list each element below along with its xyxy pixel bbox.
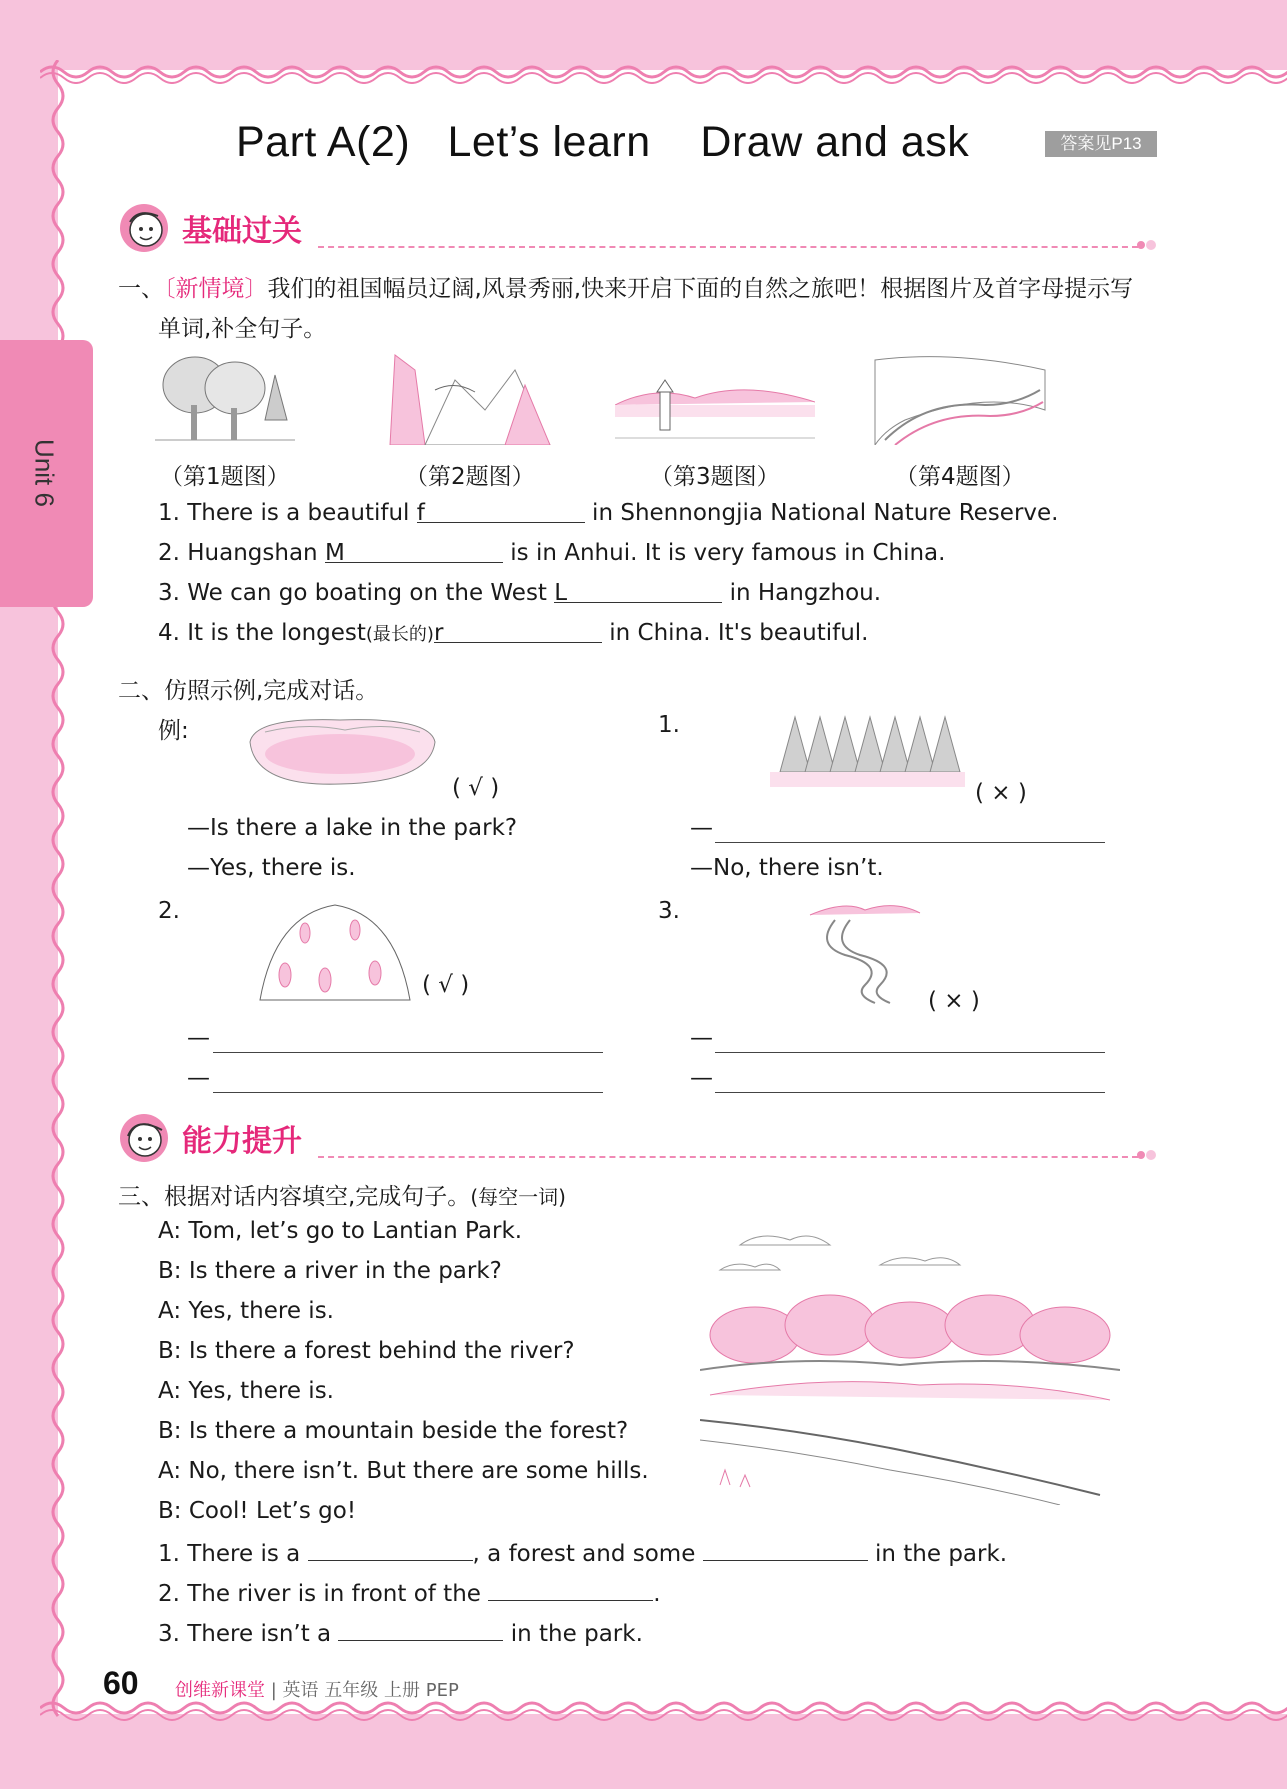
page-title: Part A(2) Let’s learn Draw and ask: [236, 118, 970, 166]
q1-caption-3: （第3题图）: [650, 464, 780, 490]
item3-question-line[interactable]: [715, 1030, 1105, 1053]
mountain-picture: [385, 350, 555, 445]
item2-dash-1: —: [187, 1025, 210, 1051]
section-basic-header: [118, 202, 1158, 258]
example-lake-picture: [245, 712, 440, 797]
footer-info: 创维新课堂 | 英语 五年级 上册 PEP: [175, 1680, 459, 1701]
q3-sentence-3: 3. There isn’t a in the park.: [158, 1618, 643, 1647]
item2-mark: ( √ ): [422, 972, 470, 998]
item1-forest-picture: [770, 712, 965, 797]
answer-reference-badge: 答案见P13: [1045, 131, 1157, 157]
item2-hill-picture: [255, 895, 415, 1005]
section-advanced-header: [118, 1112, 1158, 1168]
example-question: —Is there a lake in the park?: [187, 815, 518, 841]
q3-instruction: 三、根据对话内容填空,完成句子。(每空一词): [118, 1184, 566, 1210]
example-answer: —Yes, there is.: [187, 855, 356, 881]
item2-question-line[interactable]: [213, 1030, 603, 1053]
section-divider: [318, 1156, 1138, 1158]
example-mark: ( √ ): [452, 775, 500, 801]
q1-item-4: 4. It is the longest(最长的)r in China. It's beautiful.: [158, 620, 869, 646]
q2-item-2-label: 2.: [158, 898, 180, 924]
forest-picture: [155, 350, 295, 445]
q3-sentence-2: 2. The river is in front of the .: [158, 1578, 661, 1607]
cartoon-boy-icon: [118, 202, 170, 254]
item3-dash-1: —: [690, 1025, 713, 1051]
q1-caption-4: （第4题图）: [895, 464, 1025, 490]
divider-end-dots-icon: [1136, 238, 1158, 252]
q2-item-1-label: 1.: [658, 712, 680, 738]
item2-dash-2: —: [187, 1065, 210, 1091]
q1-item-3: 3. We can go boating on the West L in Hangzhou.: [158, 580, 882, 606]
dialogue-line-2: B: Is there a river in the park?: [158, 1258, 502, 1284]
river-picture: [865, 350, 1050, 445]
q1-item-1: 1. There is a beautiful f in Shennongjia National Nature Reserve.: [158, 500, 1059, 526]
item1-answer: —No, there isn’t.: [690, 855, 884, 881]
dialogue-line-1: A: Tom, let’s go to Lantian Park.: [158, 1218, 523, 1244]
q3-s1-blank-1[interactable]: [308, 1538, 473, 1561]
item1-question-line[interactable]: [715, 820, 1105, 843]
item3-mark: ( × ): [928, 988, 980, 1014]
q2-item-3-label: 3.: [658, 898, 680, 924]
dialogue-line-6: B: Is there a mountain beside the forest?: [158, 1418, 629, 1444]
dialogue-line-7: A: No, there isn’t. But there are some hills.: [158, 1458, 649, 1484]
q1-item-1-blank[interactable]: f: [417, 500, 585, 523]
unit-tab-label: Unit 6: [29, 439, 60, 507]
q3-s3-blank[interactable]: [338, 1618, 503, 1641]
item3-river-picture: [805, 895, 925, 1005]
q2-example-label: 例:: [158, 718, 189, 744]
q1-item-3-blank[interactable]: L: [554, 580, 722, 603]
dialogue-line-3: A: Yes, there is.: [158, 1298, 334, 1324]
lake-picture: [615, 350, 815, 445]
unit-tab: [0, 340, 93, 607]
q1-instruction-cont: 单词,补全句子。: [158, 316, 327, 342]
dialogue-line-4: B: Is there a forest behind the river?: [158, 1338, 575, 1364]
q3-s2-blank[interactable]: [488, 1578, 653, 1601]
section-divider: [318, 246, 1138, 248]
dialogue-line-5: A: Yes, there is.: [158, 1378, 334, 1404]
item3-answer-line[interactable]: [715, 1070, 1105, 1093]
q1-instruction: 一、〔新情境〕我们的祖国幅员辽阔,风景秀丽,快来开启下面的自然之旅吧！根据图片及首字母提示写: [118, 276, 1134, 302]
q1-item-2: 2. Huangshan M is in Anhui. It is very famous in China.: [158, 540, 946, 566]
item2-answer-line[interactable]: [213, 1070, 603, 1093]
section-basic-label: 基础过关: [182, 214, 302, 249]
item1-mark: ( × ): [975, 780, 1027, 806]
cartoon-girl-icon: [118, 1112, 170, 1164]
item3-dash-2: —: [690, 1065, 713, 1091]
q1-item-2-blank[interactable]: M: [325, 540, 503, 563]
park-scene-picture: [700, 1225, 1120, 1505]
q3-sentence-1: 1. There is a , a forest and some in the park.: [158, 1538, 1007, 1567]
q2-instruction: 二、仿照示例,完成对话。: [118, 678, 379, 704]
item1-dash: —: [690, 815, 713, 841]
q1-caption-2: （第2题图）: [405, 464, 535, 490]
section-advanced-label: 能力提升: [182, 1124, 302, 1159]
dialogue-line-8: B: Cool! Let’s go!: [158, 1498, 357, 1524]
q1-caption-1: （第1题图）: [160, 464, 290, 490]
q1-item-4-blank[interactable]: r: [434, 620, 602, 643]
page-number: 60: [103, 1665, 139, 1701]
q3-s1-blank-2[interactable]: [703, 1538, 868, 1561]
divider-end-dots-icon: [1136, 1148, 1158, 1162]
